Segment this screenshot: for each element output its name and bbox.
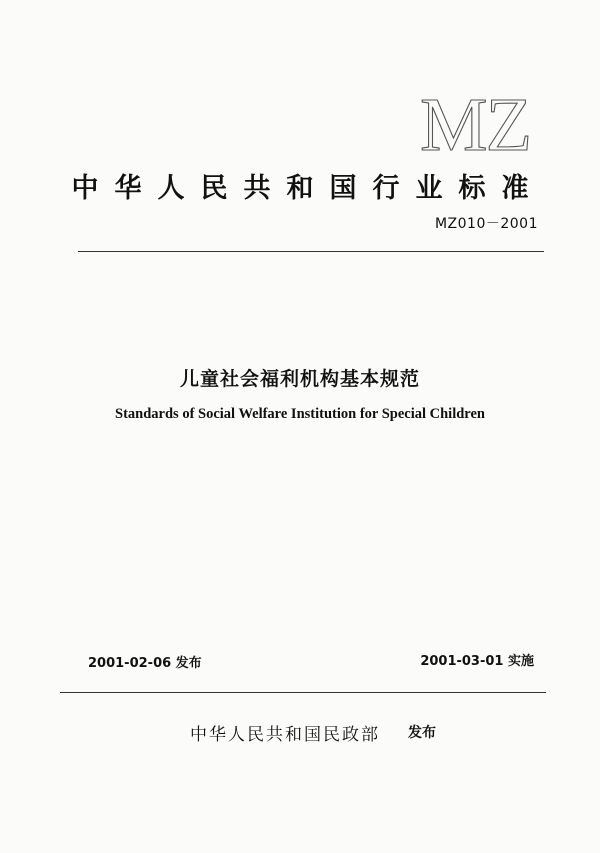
publisher-name: 中华人民共和国民政部 xyxy=(190,725,380,745)
document-title-chinese: 儿童社会福利机构基本规范 xyxy=(179,368,420,390)
standard-number: MZ010－2001 xyxy=(434,216,538,232)
mz-logo-text: MZ xyxy=(420,88,530,158)
bottom-divider xyxy=(60,692,546,693)
mz-logo xyxy=(418,88,548,158)
issue-date: 2001-02-06 发布 xyxy=(88,656,202,671)
standard-category-heading: 中华人民共和国行业标准 xyxy=(71,173,545,204)
publish-label: 发布 xyxy=(408,725,436,741)
implementation-date: 2001-03-01 实施 xyxy=(420,654,534,669)
document-title-english: Standards of Social Welfare Institution for Special Children xyxy=(115,406,485,422)
top-divider xyxy=(78,251,544,252)
